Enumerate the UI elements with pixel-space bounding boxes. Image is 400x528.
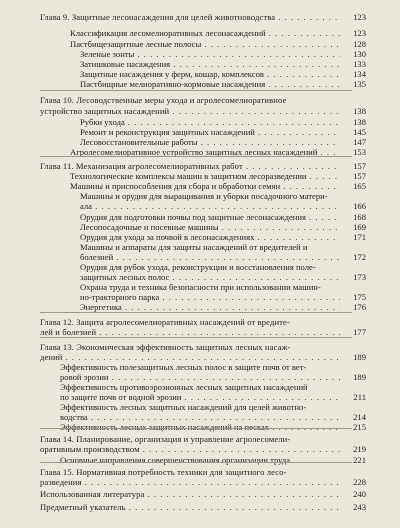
toc-entry-title: водства . . . [60,412,340,422]
toc-page-number: 214 [353,412,366,422]
toc-page-number: 228 [353,477,366,487]
toc-entry-title: Машины и орудия для выращивания и уборки посадочного матери- [80,191,328,201]
toc-entry-title: Предметный указатель . . . [40,502,340,512]
toc-entry [0,422,400,432]
toc-entry [0,39,400,49]
section-divider [40,428,352,429]
toc-page-number: 138 [353,106,366,116]
toc-entry [0,28,400,38]
toc-page-number: 157 [353,161,366,171]
toc-entry-title: ровой эрозии . . . [60,372,340,382]
toc-entry-title: Зеленые зонты . . . [80,49,340,59]
toc-entry-title: Глава 12. Защита агролесомелиоративных насаждений от вредите- [40,317,290,327]
toc-entry [0,127,400,137]
toc-entry [0,412,400,422]
toc-entry-title: Ремонт и реконструкция защитных насаждений . . . [80,127,340,137]
toc-entry-title: по защите почв от водной эрозии . . . [60,392,340,402]
toc-entry-title: оративным производством . . . [40,444,340,454]
toc-entry [0,272,400,282]
toc-entry-title: Лесопосадочные и посевные машины . . . [80,222,340,232]
toc-page-number: 138 [353,117,366,127]
toc-page-number: 175 [353,292,366,302]
toc-entry-title: Эффективность полезащитных лесных полос в защите почв от вет- [60,362,307,372]
toc-entry-title: Эффективность противоэрозионных лесных защитных насаждений [60,382,308,392]
toc-page-number: 145 [353,127,366,137]
toc-entry [0,252,400,262]
toc-entry-title: Пастбищезащитные лесные полосы . . . [70,39,340,49]
toc-entry-title: Агролесомелиоративное устройство защитных лесных насаждений . . . [70,147,340,157]
toc-entry-title: Затишковые насаждения . . . [80,59,340,69]
toc-page-number: 172 [353,252,366,262]
toc-entry-title: Глава 11. Механизация агролесомелиоративных работ . . . [40,161,340,171]
toc-entry [0,232,400,242]
toc-entry-title: Энергетика . . . [80,302,340,312]
toc-entry-title: разведения . . . [40,477,340,487]
toc-entry [0,402,400,412]
toc-page-number: 165 [353,181,366,191]
toc-entry [0,137,400,147]
toc-entry-title: лей и болезней . . . [40,327,340,337]
toc-entry-title: Технологические комплексы машин в защитном лесоразведении . . . [70,171,340,181]
toc-entry [0,372,400,382]
toc-page-number: 240 [353,489,366,499]
toc-chapter-line [0,352,400,362]
toc-page-number: 189 [353,352,366,362]
toc-entry-title: Глава 10. Лесоводственные меры ухода и агролесомелиоративное [40,95,287,105]
toc-entry-title: Машины и аппараты для защиты насаждений от вредителей и [80,242,308,252]
toc-entry-title: Пастбищные мелиоративно-кормовые насаждения . . . [80,79,340,89]
toc-page-number: 177 [353,327,366,337]
toc-entry [0,69,400,79]
toc-page-number: 166 [353,201,366,211]
toc-entry-title: Охрана труда и техника безопасности при использовании машин- [80,282,321,292]
toc-chapter-line [0,467,400,477]
toc-chapter-line [0,95,400,105]
toc-entry [0,79,400,89]
toc-entry-title: ала . . . [80,201,340,211]
toc-entry-title: Использованная литература . . . [40,489,340,499]
toc-page-number: 123 [353,28,366,38]
toc-page-number: 219 [353,444,366,454]
toc-page-number: 168 [353,212,366,222]
toc-page-number: 171 [353,232,366,242]
toc-entry-title: Лесовосстановительные работы . . . [80,137,340,147]
toc-chapter-line [0,477,400,487]
toc-entry-title: Основные направления совершенствования организации труда . . . [60,455,340,465]
toc-entry-title: Рубки ухода . . . [80,117,340,127]
toc-entry [0,242,400,252]
toc-entry-title: Машины и приспособления для сбора и обработки семян . . . [70,181,340,191]
toc-entry-title: Глава 13. Экономическая эффективность защитных лесных насаж- [40,342,291,352]
toc-page-number: 123 [353,12,366,22]
toc-entry-title: защитных лесных полос . . . [80,272,340,282]
toc-entry [0,282,400,292]
toc-entry [0,362,400,372]
toc-entry-title: но-тракторного парка . . . [80,292,340,302]
toc-entry [0,191,400,201]
toc-entry-title: Орудия для ухода за почвой в лесонасаждениях . . . [80,232,340,242]
toc-entry-title: Эффективность лесных защитных насаждений на песках . . . [60,422,340,432]
toc-entry-title: Глава 14. Планирование, организация и управление агролесомели- [40,434,291,444]
toc-entry [0,212,400,222]
toc-chapter-line [0,444,400,454]
toc-entry [0,201,400,211]
toc-page-number: 130 [353,49,366,59]
toc-page-number: 173 [353,272,366,282]
toc-entry [0,59,400,69]
toc-chapter-line [0,327,400,337]
toc-chapter-line [0,161,400,171]
toc-page-number: 221 [353,455,366,465]
toc-page-number: 215 [353,422,366,432]
toc-entry [0,49,400,59]
toc-entry-title: болезней . . . [80,252,340,262]
toc-chapter-line [0,434,400,444]
toc-page-number: 243 [353,502,366,512]
toc-entry-title: Эффективность лесных защитных насаждений для целей животно- [60,402,307,412]
toc-chapter-line [0,106,400,116]
toc-entry [0,382,400,392]
toc-page-number: 211 [353,392,366,402]
section-divider [40,156,352,157]
toc-entry [0,171,400,181]
toc-chapter-line [0,317,400,327]
toc-entry-title: Классификация лесомелиоративных лесонасаждений . . . [70,28,340,38]
toc-entry-title: Глава 9. Защитные лесонасаждения для целей животноводства . . . [40,12,340,22]
toc-entry [0,181,400,191]
section-divider [40,90,352,91]
toc-chapter-line [0,12,400,22]
toc-entry [0,302,400,312]
toc-entry [0,392,400,402]
toc-entry-title: дений . . . [40,352,340,362]
section-divider [40,312,352,313]
toc-page-number: 157 [353,171,366,181]
toc-entry-title: Защитные насаждения у ферм, кошар, комплексов . . . [80,69,340,79]
toc-entry [0,222,400,232]
toc-chapter-line [0,342,400,352]
toc-page-number: 147 [353,137,366,147]
toc-page-number: 189 [353,372,366,382]
section-divider [40,337,352,338]
section-divider [40,462,352,463]
toc-page-number: 134 [353,69,366,79]
toc-entry-title: устройство защитных насаждений . . . [40,106,340,116]
toc-entry [0,262,400,272]
toc-page-number: 176 [353,302,366,312]
toc-page-number: 133 [353,59,366,69]
toc-page-number: 169 [353,222,366,232]
toc-page-number: 135 [353,79,366,89]
toc-entry [0,455,400,465]
toc-chapter-line [0,489,400,499]
toc-entry [0,292,400,302]
toc-entry-title: Орудия для подготовки почвы под защитные лесонасаждения . . . [80,212,340,222]
toc-entry [0,117,400,127]
toc-entry-title: Глава 15. Нормативная потребность техники для защитного лесо- [40,467,287,477]
toc-chapter-line [0,502,400,512]
toc-entry-title: Орудия для рубок ухода, реконструкции и восстановления поле- [80,262,316,272]
toc-page-number: 128 [353,39,366,49]
toc-page-number: 153 [353,147,366,157]
